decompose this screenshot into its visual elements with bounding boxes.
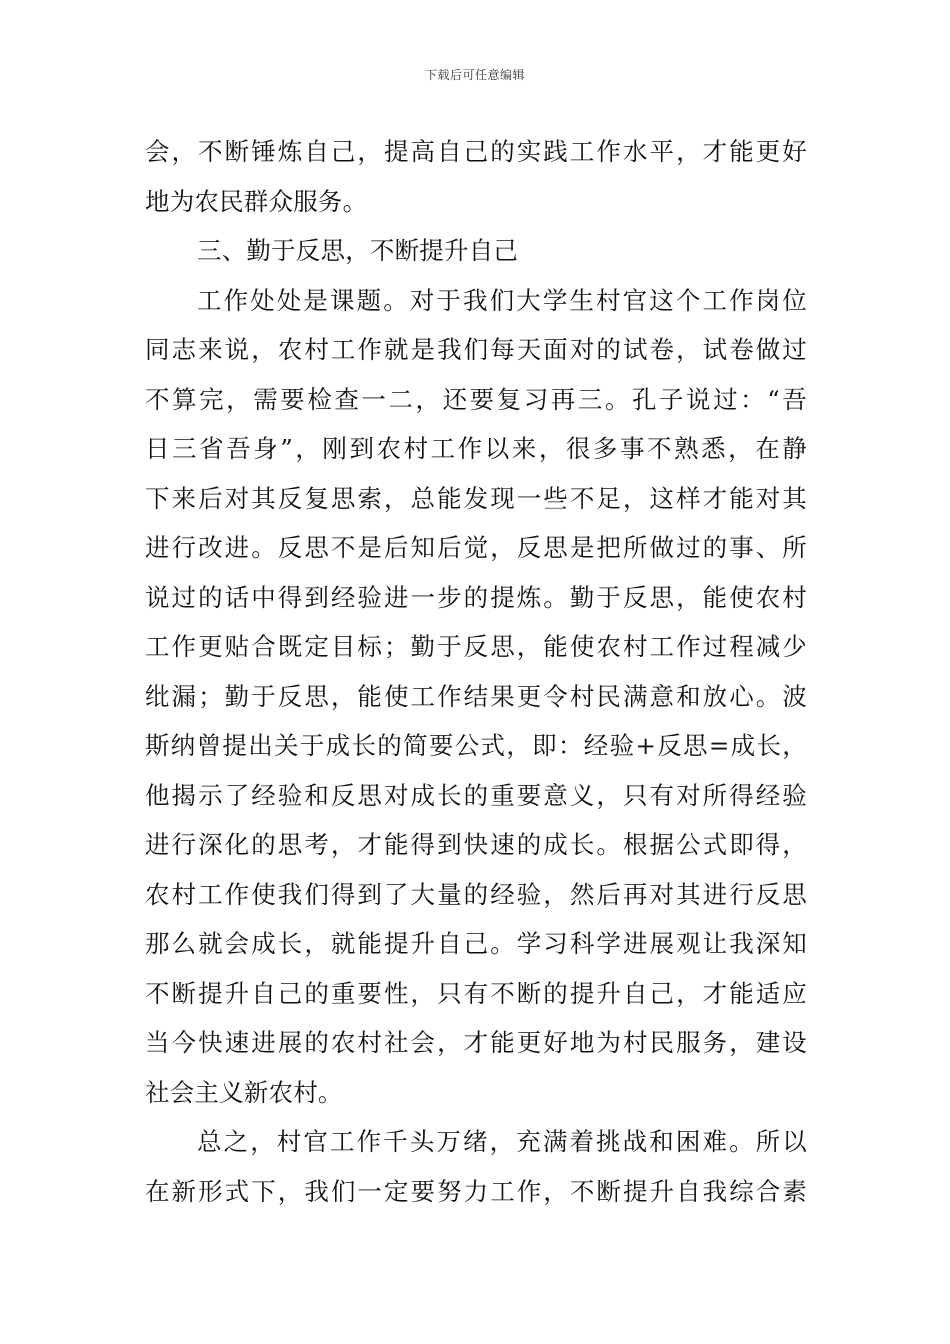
text-line: 地为农民群众服务。 [145,186,368,216]
text-line: 那么就会成长，就能提升自己。学习科学进展观让我深知 [145,929,807,958]
page-header: 下载后可任意编辑 [424,68,525,82]
text-line: 不断提升自己的重要性，只有不断的提升自己，才能适应 [145,978,807,1008]
text-line: 工作更贴合既定目标；勤于反思，能使农村工作过程减少 [145,632,807,661]
text-line: 在新形式下，我们一定要努力工作，不断提升自我综合素 [145,1176,807,1206]
text-line: 斯纳曾提出关于成长的简要公式，即：经验+反思=成长， [145,731,807,760]
text-line: 日三省吾身”，刚到农村工作以来，很多事不熟悉，在静 [145,434,807,463]
text-line: 纰漏；勤于反思，能使工作结果更令村民满意和放心。波 [145,681,807,711]
text-line: 进行深化的思考，才能得到快速的成长。根据公式即得， [145,830,807,859]
text-line: 他揭示了经验和反思对成长的重要意义，只有对所得经验 [145,780,807,810]
text-line: 总之，村官工作千头万绪，充满着挑战和困难。所以 [197,1127,807,1156]
body-text [145,127,807,1216]
section-heading: 三、勤于反思，不断提升自己 [197,236,519,265]
text-line: 社会主义新农村。 [145,1077,343,1107]
text-line: 不算完，需要检查一二，还要复习再三。孔子说过：“吾 [145,384,807,414]
text-line: 同志来说，农村工作就是我们每天面对的试卷，试卷做过 [145,335,807,364]
text-line: 农村工作使我们得到了大量的经验，然后再对其进行反思 [145,879,807,909]
text-line: 工作处处是课题。对于我们大学生村官这个工作岗位 [197,285,807,315]
text-line: 进行改进。反思不是后知后觉，反思是把所做过的事、所 [145,533,807,562]
text-line: 说过的话中得到经验进一步的提炼。勤于反思，能使农村 [145,582,807,612]
text-line: 当今快速进展的农村社会，才能更好地为村民服务，建设 [145,1028,807,1057]
text-line: 下来后对其反复思索，总能发现一些不足，这样才能对其 [145,483,807,513]
text-line: 会，不断锤炼自己，提高自己的实践工作水平，才能更好 [145,137,807,166]
